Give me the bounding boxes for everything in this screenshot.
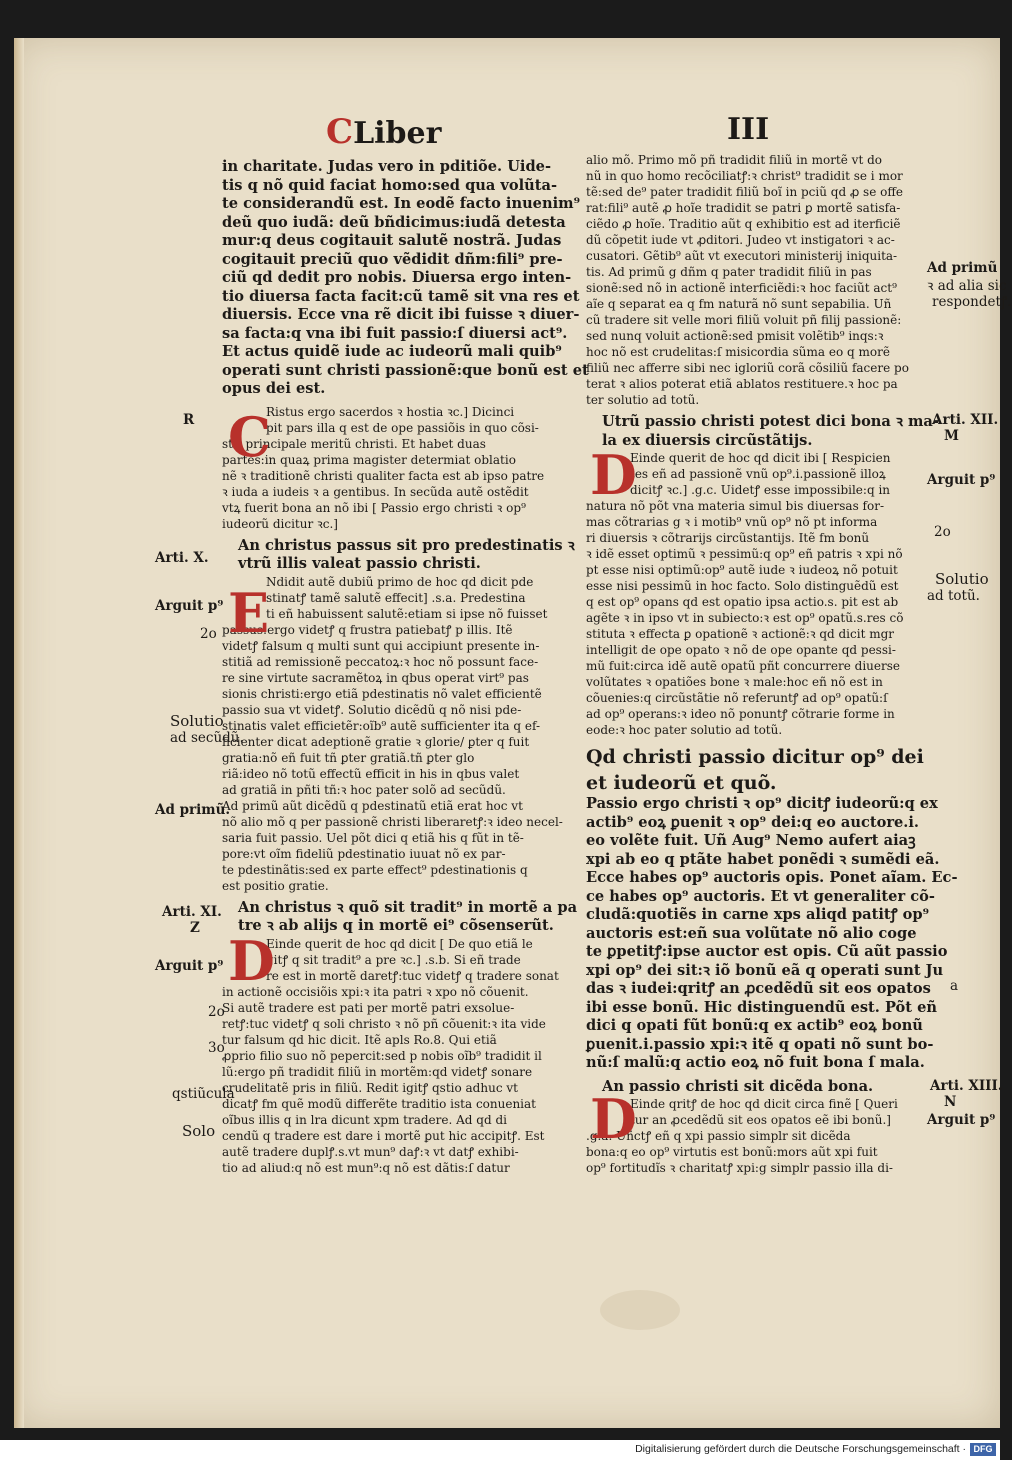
margin-note-z: Z [190, 920, 200, 936]
text-line: Einde querit de hoc qd dicit ibi [ Respicien [630, 451, 891, 465]
text-line: alio mõ. Primo mõ pñ tradidit filiũ in mortẽ vt do [586, 153, 882, 167]
margin-note-30: 3o [208, 1040, 225, 1056]
text-line: ciẽdo ꝓ hoĩe. Traditio aũt q exhibitio est ad iterficiẽ [586, 217, 901, 231]
text-line: terat ꝛ alios poterat etiã ablatos restituere.ꝛ hoc pa [586, 377, 898, 391]
text-line: Einde qritꝭ de hoc qd dicit circa finẽ [ Queri [630, 1097, 898, 1111]
text-line: aĩe q separat ea q fm naturã nõ sunt sepabilia. Uñ [586, 297, 892, 311]
text-line: Ndidit autẽ dubiũ primo de hoc qd dicit pde [266, 574, 534, 589]
text-line: tur an ꝓcedẽdũ sit eos opatos eẽ ibi bonũ.] [630, 1113, 891, 1127]
chapter-heading-opus-dei [586, 745, 926, 795]
text-line: videtꝭ falsum q multi sunt qui accipiunt presente in- [222, 638, 540, 653]
text-line: operati sunt christi passionẽ:que bonũ est et [222, 361, 589, 379]
running-head-book-number: III [727, 112, 770, 147]
text-line: actib⁹ eoꝝ ꝑuenit ꝛ op⁹ dei:q eo auctore.i. [586, 813, 920, 831]
text-line: pit pars illa q est de ope passiõis in quo cõsi- [266, 420, 539, 435]
text-line: saria fuit passio. Uel põt dici q etiã his q fũt in tẽ- [222, 830, 524, 845]
text-line: ficienter dicat adeptionẽ gratie ꝛ glorie/ ꝑter q fuit [222, 734, 530, 749]
paper-stain [600, 1290, 680, 1330]
text-line: te pdestinãtis:sed ex parte effect⁹ pdestinationis q [222, 862, 528, 877]
text-line: ad op⁹ operans:ꝛ ideo nõ ponuntꝭ cõtrarie forme in [586, 707, 895, 721]
text-line: q est op⁹ opans qd est opatio ipsa actio.s. pit est ab [586, 595, 899, 609]
text-line: das ꝛ iudei:qritꝭ an ꝓcedẽdũ sit eos opatos [586, 980, 931, 997]
question-body-arti-xiii [586, 1096, 926, 1176]
text-line: eo volẽte fuit. Uñ Aug⁹ Nemo aufert aiaꝫ [586, 832, 916, 849]
text-line: volũtates ꝛ opatiões bone ꝛ male:hoc eñ nõ est in [586, 675, 883, 689]
text-line: re sine virtute sacramẽtoꝝ in qbus operat virt⁹ pas [222, 670, 529, 685]
text-line: Ad primũ aũt dicẽdũ q pdestinatũ etiã erat hoc vt [222, 798, 523, 813]
margin-note-ad-alia: ꝛ ad alia sic [927, 278, 1007, 294]
question-heading-arti-xiii: An passio christi sit dicẽda bona. [602, 1077, 874, 1095]
text-line: ibi esse bonũ. Hic distinguendũ est. Põt eñ [586, 998, 937, 1016]
text-line: passus:ergo videtꝭ q frustra patiebatꝭ p illis. Itẽ [222, 622, 513, 637]
text-line: An christus passus sit pro predestinatis ꝛ [238, 536, 575, 554]
text-line: ꝑuenit.i.passio xpi:ꝛ itẽ q opati nõ sunt bo- [586, 1035, 934, 1053]
text-line: mur:q deus cogitauit salutẽ nostrã. Judas [222, 232, 562, 249]
margin-note-ad-primum: Ad primũ. [155, 802, 231, 818]
initial-e-arti-x: E [228, 581, 270, 645]
text-line: pt esse nisi optimũ:op⁹ autẽ iude ꝛ iudeoꝝ nõ potuit [586, 563, 898, 577]
text-line: bona:q eo op⁹ virtutis est bonũ:mors aũt xpi fuit [586, 1145, 878, 1159]
text-line: nũ:ſ malũ:q actio eoꝝ nõ fuit bona ſ mala. [586, 1054, 925, 1071]
margin-note-arguit: Arguit p⁹ [155, 598, 224, 614]
text-line: ce habes op⁹ auctoris. Et vt generaliter cõ- [586, 887, 935, 905]
text-line: ciũ qd dedit pro nobis. Diuersa ergo inten- [222, 269, 572, 286]
text-line: cusatori. Gẽtib⁹ aũt vt executori ministerij iniquita- [586, 249, 898, 263]
margin-note-r: R [183, 412, 195, 428]
text-line: dũ cõpetit iude vt ꝓditori. Judeo vt instigatori ꝛ ac- [586, 233, 895, 247]
text-line: tes eñ ad passionẽ vnũ op⁹.i.passionẽ illoꝝ [630, 467, 886, 481]
text-line: tẽ:sed de⁹ pater tradidit filiũ boĩ in pciũ qd ꝓ se offe [586, 185, 903, 199]
text-line: cludã:quotiẽs in carne xps aliqd patitꝭ op⁹ [586, 906, 929, 923]
text-line: An christus ꝛ quõ sit tradit⁹ in mortẽ a pa [238, 898, 578, 916]
text-line: ꝓprio filio suo nõ pepercit:sed p nobis oĩb⁹ tradidit il [222, 1048, 542, 1063]
text-line: te ꝑpetitꝭ:ipse auctor est opis. Cũ aũt passio [586, 943, 948, 960]
text-line: stinatis valet efficietẽr:oĩb⁹ autẽ sufficienter ita q ef- [222, 718, 541, 733]
text-line: cõuenies:q circũstãtie nõ referuntꝭ ad op⁹ opatũ:ſ [586, 691, 888, 705]
text-line: rat:fili⁹ autẽ ꝓ hoĩe tradidit se patri ꝑ mortẽ satisfa- [586, 201, 901, 215]
text-line: Passio ergo christi ꝛ op⁹ dicitꝭ iudeorũ:q ex [586, 795, 938, 812]
text-line: deũ quo iudã: deũ bñdicimus:iudã detesta [222, 213, 566, 231]
text-line: in actionẽ occisiõis xpi:ꝛ ita patri ꝛ xpo nõ cõuenit. [222, 984, 529, 999]
text-line: ti eñ habuissent salutẽ:etiam si ipse nõ fuisset [266, 606, 548, 621]
text-line: stituta ꝛ effecta ꝑ opationẽ ꝛ actionẽ:ꝛ qd dicit mgr [586, 627, 895, 641]
text-line: dicatꝭ fm quẽ modũ differẽte traditio ista conueniat [222, 1096, 536, 1111]
text-line: ad gratiã in pñti tñ:ꝛ hoc pater solõ ad secũdũ. [222, 782, 506, 797]
text-line: eode:ꝛ hoc pater solutio ad totũ. [586, 723, 783, 737]
margin-note-n: N [944, 1094, 957, 1110]
text-line: sionẽ:sed nõ in actionẽ interficiẽdi:ꝛ hoc faciũt act⁹ [586, 281, 897, 295]
question-heading-arti-x [222, 537, 576, 574]
text-line: la ex diuersis circũstãtijs. [602, 431, 813, 449]
initial-d-arti-xiii: D [590, 1087, 637, 1151]
dfg-logo: DFG [970, 1443, 996, 1456]
text-line: tre ꝛ ab alijs q in mortẽ ei⁹ cõsenserũt. [238, 917, 554, 934]
text-line: riã:ideo nõ totũ effectũ efficit in his in qbus valet [222, 766, 520, 781]
initial-d-arti-xii: D [590, 443, 637, 507]
margin-note-20-b: 2o [208, 1004, 225, 1020]
text-line: tur falsum qd hic dicit. Itẽ apls Ro.8. Qui etiã [222, 1032, 497, 1047]
margin-note-questiuncula: qstiũcula [172, 1086, 235, 1102]
text-line: partes:in quaꝝ prima magister determiat oblatio [222, 452, 516, 467]
text-line: stit principale meritũ christi. Et habet duas [222, 436, 486, 451]
text-line: re est in mortẽ daretꝭ:tuc videtꝭ q tradere sonat [266, 968, 559, 983]
text-line: mas cõtrarias g ꝛ i motib⁹ vnũ op⁹ nõ pt informa [586, 515, 878, 529]
text-line: tio diuersa facta facit:cũ tamẽ sit vna res et [222, 287, 580, 305]
text-line: Utrũ passio christi potest dici bona ꝛ ma- [602, 413, 939, 430]
text-line: tio ad aliud:q nõ est mun⁹:q nõ est dãtis:ſ datur [222, 1160, 510, 1175]
text-line: ri diuersis ꝛ cõtrarijs circũstantijs. Itẽ fm bonũ [586, 531, 870, 545]
text-line: ꝛ iuda a iudeis ꝛ a gentibus. In secũda autẽ ostẽdit [222, 484, 529, 499]
margin-note-m: M [944, 428, 959, 444]
text-line: nũ in quo homo recõciliatꝭ:ꝛ christ⁹ tradidit se i mor [586, 169, 903, 183]
text-line: gratia:nõ eñ fuit tñ ꝑter gratiã.tñ ꝑter glo [222, 750, 475, 765]
text-line: nẽ ꝛ traditionẽ christi qualiter facta est ab ipso patre [222, 468, 545, 483]
text-line: Ecce habes op⁹ auctoris opis. Ponet aĩam. Ec- [586, 869, 958, 886]
footer-credit-text: Digitalisierung gefördert durch die Deutsche Forschungsgemeinschaft · [635, 1443, 966, 1455]
margin-note-a: a [950, 978, 959, 994]
text-line: Si autẽ tradere est pati per mortẽ patri exsolue- [222, 1000, 515, 1015]
text-line: ꝛ idẽ esset optimũ ꝛ pessimũ:q op⁹ eñ patris ꝛ xpi nõ [586, 547, 903, 561]
margin-note-20-right: 2o [934, 524, 951, 540]
text-line: auctoris est:eñ sua volũtate nõ alio coge [586, 924, 917, 942]
text-line: crudelitatẽ pris in filiũ. Redit igitꝭ qstio adhuc vt [222, 1080, 518, 1095]
text-line: diuersis. Ecce vna rẽ dicit ibi fuisse ꝛ diuer- [222, 306, 580, 323]
margin-note-solutio-right: Solutio [935, 570, 989, 588]
text-line: opus dei est. [222, 380, 326, 397]
margin-note-20: 2o [200, 626, 217, 642]
text-line: tis. Ad primũ g dñm q pater tradidit filiũ in pas [586, 265, 872, 279]
running-head-liber: Liber [353, 116, 442, 151]
text-line: vtꝝ fuerit bona an nõ ibi [ Passio ergo christi ꝛ op⁹ [222, 500, 526, 515]
margin-note-arti-xii: Arti. XII. [932, 412, 999, 428]
running-head-initial: C [326, 112, 354, 152]
text-line: xpi ab eo q ptãte habet ponẽdi ꝛ sumẽdi eã. [586, 850, 940, 868]
margin-note-respondetur: respondetꝭ. [932, 294, 1012, 310]
text-line: pore:vt oĩm fideliũ pdestinatio iuuat nõ ex par- [222, 846, 506, 861]
text-line: nõ alio mõ q per passionẽ christi liberaretꝭ:ꝛ ideo necel- [222, 814, 563, 829]
question-body-arti-x [222, 574, 576, 894]
margin-note-arguit-2: Arguit p⁹ [155, 958, 224, 974]
text-line: sed nunq voluit actionẽ:sed pmisit volẽtib⁹ inqs:ꝛ [586, 329, 884, 343]
margin-note-solo: Solo [182, 1122, 216, 1140]
digitization-footer [0, 1440, 1000, 1460]
text-line: op⁹ fortitudĩs ꝛ charitatꝭ xpi:g simplr passio illa di- [586, 1161, 893, 1175]
text-line: hoc nõ est crudelitas:ſ misicordia sũma eo q morẽ [586, 345, 890, 359]
text-line: lũ:ergo pñ tradidit filiũ in mortẽm:qd videtꝭ sonare [222, 1064, 533, 1079]
question-heading-arti-xii [586, 413, 939, 450]
text-line: sionis christi:ergo etiã pdestinatis nõ valet efficientẽ [222, 686, 542, 701]
text-line: Et actus quidẽ iude ac iudeorũ mali quib⁹ [222, 343, 562, 360]
margin-note-arguit-right-2: Arguit p⁹ [927, 1112, 996, 1128]
text-line: vtrũ illis valeat passio christi. [238, 555, 481, 572]
right-opening-lines [586, 152, 926, 408]
left-opening-lines [222, 158, 589, 399]
text-line: stinatꝭ tamẽ salutẽ effecit] .s.a. Predestina [266, 590, 526, 605]
margin-note-solutio: Solutio [170, 712, 224, 730]
text-line: et iudeorũ et quõ. [586, 772, 777, 794]
text-line: tis q nõ quid faciat homo:sed qua volũta- [222, 176, 558, 194]
text-line: Ristus ergo sacerdos ꝛ hostia ꝛc.] Dicinci [266, 404, 515, 419]
initial-c-commentary: C [228, 405, 271, 469]
text-line: Qd christi passio dicitur op⁹ dei [586, 746, 924, 768]
margin-note-ad-secundum: ad secũdũ. [170, 730, 244, 746]
text-line: te considerandũ est. In eodẽ facto inuenim⁹ [222, 195, 580, 212]
text-line: cogitauit preciũ quo vẽdidit dñm:fili⁹ pre- [222, 250, 563, 268]
text-line: retꝭ:tuc videtꝭ q soli christo ꝛ nõ pñ cõuenit:ꝛ ita vide [222, 1016, 546, 1031]
question-body-arti-xii [586, 443, 926, 738]
text-line: natura nõ põt vna materia simul bis diuersas for- [586, 499, 885, 513]
question-body-arti-xi [222, 929, 576, 1176]
text-line: gitꝭ q sit tradit⁹ a pre ꝛc.] .s.b. Si eñ trade [266, 952, 521, 967]
text-line: autẽ tradere duplꝭ.s.vt mun⁹ daꝭ:ꝛ vt datꝭ exhibi- [222, 1144, 519, 1159]
margin-note-arguit-right: Arguit p⁹ [927, 472, 996, 488]
running-head-left [326, 112, 441, 152]
text-line: mũ fuit:circa idẽ autẽ opatũ pñt concurrere diuerse [586, 659, 901, 673]
text-line: intelligit de ope opato ꝛ nõ de ope opante qd pessi- [586, 643, 896, 657]
text-line: cendũ q tradere est dare i mortẽ ꝑut hic accipitꝭ. Est [222, 1128, 545, 1143]
text-line: stitiã ad remissionẽ peccatoꝝ:ꝛ hoc nõ possunt face- [222, 654, 539, 669]
text-line: cũ tradere sit velle mori filiũ voluit pñ filij passionẽ: [586, 313, 902, 327]
text-line: agẽte ꝛ in ipso vt in subiecto:ꝛ est op⁹ opatũ.s.res cõ [586, 611, 904, 625]
text-line: iudeorũ dicitur ꝛc.] [222, 516, 338, 531]
margin-note-ad-primum-right: Ad primũ [927, 260, 998, 276]
page-gutter-edge [14, 38, 24, 1428]
text-line: passio sua vt videtꝭ. Solutio dicẽdũ q nõ nisi pde- [222, 702, 522, 717]
margin-note-arti-x: Arti. X. [155, 550, 209, 566]
text-line: ter solutio ad totũ. [586, 393, 700, 407]
text-line: dicitꝭ ꝛc.] .g.c. Uidetꝭ esse impossibile:q in [630, 483, 891, 497]
text-line: filiũ nec afferre sibi nec igloriũ corã cõsiliũ facere po [586, 361, 909, 375]
text-line: Einde querit de hoc qd dicit [ De quo etiã le [266, 936, 533, 951]
text-line: in charitate. Judas vero in pditiõe. Uide- [222, 158, 552, 175]
chapter-body-opus-dei [586, 795, 958, 1073]
text-line: xpi op⁹ dei sit:ꝛ iõ bonũ eã q operati sunt Ju [586, 961, 944, 979]
text-line: esse nisi pessimũ in hoc facto. Solo distinguẽdũ est [586, 579, 899, 593]
text-line: oĩbus illis q in lra dicunt xpm tradere. Ad qd di [222, 1112, 507, 1127]
margin-note-ad-totum: ad totũ. [927, 588, 980, 604]
left-text-column [222, 158, 589, 1176]
margin-note-arti-xiii: Arti. XIII. [930, 1078, 1003, 1094]
left-commentary-paragraph [222, 404, 576, 532]
question-heading-arti-xi [222, 899, 576, 936]
initial-d-arti-xi: D [228, 929, 275, 993]
text-line: est positio gratie. [222, 878, 329, 893]
text-line: .g.a. Uñctꝭ eñ q xpi passio simplr sit dicẽda [586, 1129, 851, 1143]
text-line: dici q opati fũt bonũ:q ex actib⁹ eoꝝ bonũ [586, 1017, 923, 1034]
margin-note-arti-xi: Arti. XI. [162, 904, 222, 920]
text-line: sa facta:q vna ibi fuit passio:ſ diuersi act⁹. [222, 324, 568, 342]
